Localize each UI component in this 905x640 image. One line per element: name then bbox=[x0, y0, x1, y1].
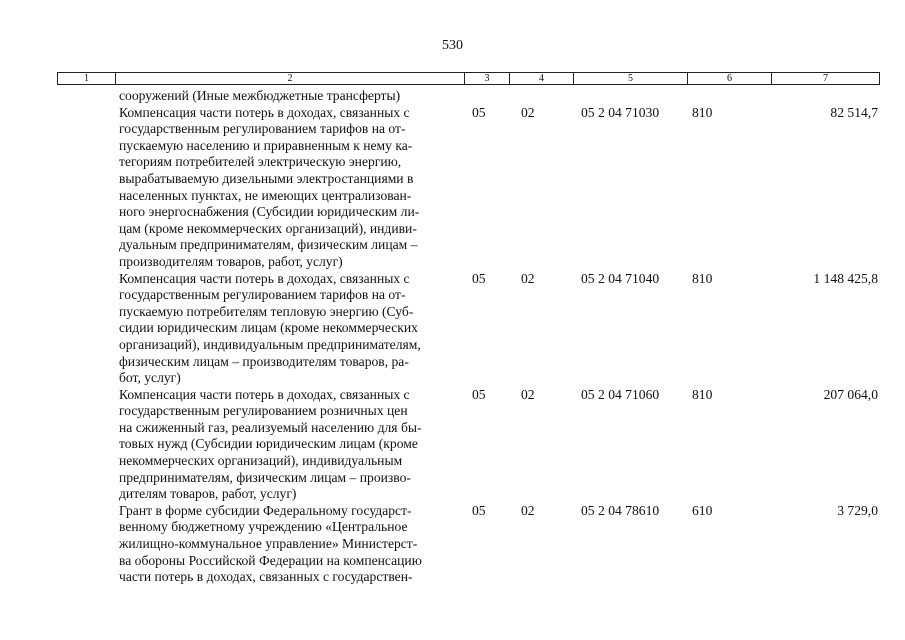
table-row bbox=[0, 271, 905, 387]
name-line: цам (кроме некоммерческих организаций), индиви- bbox=[119, 220, 417, 236]
column-header-6: 6 bbox=[688, 73, 772, 85]
table-row bbox=[0, 387, 905, 503]
column-header-2: 2 bbox=[116, 73, 465, 85]
amount: 82 514,7 bbox=[830, 104, 878, 120]
name-line: сооружений (Иные межбюджетные трансферты) bbox=[119, 88, 401, 103]
item-name bbox=[119, 387, 459, 503]
continuation-row bbox=[0, 88, 905, 105]
target-article-code: 05 2 04 71030 bbox=[581, 104, 660, 120]
name-line: Компенсация части потерь в доходах, связанных с bbox=[119, 386, 410, 402]
subsection-code: 02 bbox=[521, 502, 535, 518]
column-header-4: 4 bbox=[510, 73, 574, 85]
section-code: 05 bbox=[472, 386, 486, 402]
expense-type-code: 810 bbox=[692, 104, 713, 120]
name-line: ва обороны Российской Федерации на компенсацию bbox=[119, 552, 422, 568]
subsection-code: 02 bbox=[521, 270, 535, 286]
expense-type-code: 810 bbox=[692, 386, 713, 402]
name-line: производителям товаров, работ, услуг) bbox=[119, 253, 343, 269]
column-header-row bbox=[58, 73, 880, 85]
name-line: организаций), индивидуальным предпринимателям, bbox=[119, 336, 421, 352]
name-line: Компенсация части потерь в доходах, связанных с bbox=[119, 104, 410, 120]
section-code: 05 bbox=[472, 104, 486, 120]
section-code: 05 bbox=[472, 270, 486, 286]
column-header-1: 1 bbox=[58, 73, 116, 85]
name-line: пускаемую населению и приравненным к нему ка- bbox=[119, 137, 413, 153]
table-body bbox=[0, 88, 905, 586]
table-row bbox=[0, 105, 905, 271]
name-line: государственным регулированием тарифов на от- bbox=[119, 287, 406, 303]
name-line: населенных пунктах, не имеющих централизован- bbox=[119, 187, 412, 203]
column-header-table bbox=[57, 72, 880, 85]
subsection-code: 02 bbox=[521, 104, 535, 120]
name-line: государственным регулированием тарифов на от- bbox=[119, 121, 406, 137]
expense-type-code: 610 bbox=[692, 502, 713, 518]
expense-type-code: 810 bbox=[692, 270, 713, 286]
item-name bbox=[119, 105, 459, 271]
item-name bbox=[119, 271, 459, 387]
column-header-3: 3 bbox=[465, 73, 510, 85]
page-number: 530 bbox=[442, 38, 463, 53]
name-line: физическим лицам – производителям товаров, ра- bbox=[119, 353, 409, 369]
amount: 1 148 425,8 bbox=[813, 270, 878, 286]
item-name bbox=[119, 88, 459, 105]
target-article-code: 05 2 04 71060 bbox=[581, 386, 660, 402]
name-line: бот, услуг) bbox=[119, 370, 181, 386]
column-header-7: 7 bbox=[772, 73, 880, 85]
name-line: товых нужд (Субсидии юридическим лицам (кроме bbox=[119, 436, 418, 452]
name-line: на сжиженный газ, реализуемый населению для бы- bbox=[119, 419, 422, 435]
target-article-code: 05 2 04 71040 bbox=[581, 270, 660, 286]
column-header-5: 5 bbox=[574, 73, 688, 85]
name-line: пускаемую потребителям тепловую энергию (Суб- bbox=[119, 303, 414, 319]
subsection-code: 02 bbox=[521, 386, 535, 402]
name-line: Компенсация части потерь в доходах, связанных с bbox=[119, 270, 410, 286]
name-line: дуальным предпринимателям, физическим лицам – bbox=[119, 237, 418, 253]
name-line: государственным регулированием розничных цен bbox=[119, 403, 408, 419]
table-row bbox=[0, 503, 905, 586]
name-line: тегориям потребителей электрическую энергию, bbox=[119, 154, 402, 170]
name-line: жилищно-коммунальное управление» Министерст- bbox=[119, 536, 418, 552]
name-line: части потерь в доходах, связанных с государствен- bbox=[119, 569, 413, 585]
name-line: некоммерческих организаций), индивидуальным bbox=[119, 453, 403, 469]
name-line: дителям товаров, работ, услуг) bbox=[119, 486, 297, 502]
name-line: Грант в форме субсидии Федеральному государст- bbox=[119, 502, 412, 518]
name-line: венному бюджетному учреждению «Центральное bbox=[119, 519, 408, 535]
target-article-code: 05 2 04 78610 bbox=[581, 502, 660, 518]
name-line: предпринимателям, физическим лицам – произво- bbox=[119, 469, 411, 485]
name-line: сидии юридическим лицам (кроме некоммерческих bbox=[119, 320, 418, 336]
amount: 3 729,0 bbox=[837, 502, 878, 518]
section-code: 05 bbox=[472, 502, 486, 518]
name-line: вырабатываемую дизельными электростанциями в bbox=[119, 170, 414, 186]
amount: 207 064,0 bbox=[823, 386, 878, 402]
name-line: ного энергоснабжения (Субсидии юридическим ли- bbox=[119, 204, 420, 220]
item-name bbox=[119, 503, 459, 586]
